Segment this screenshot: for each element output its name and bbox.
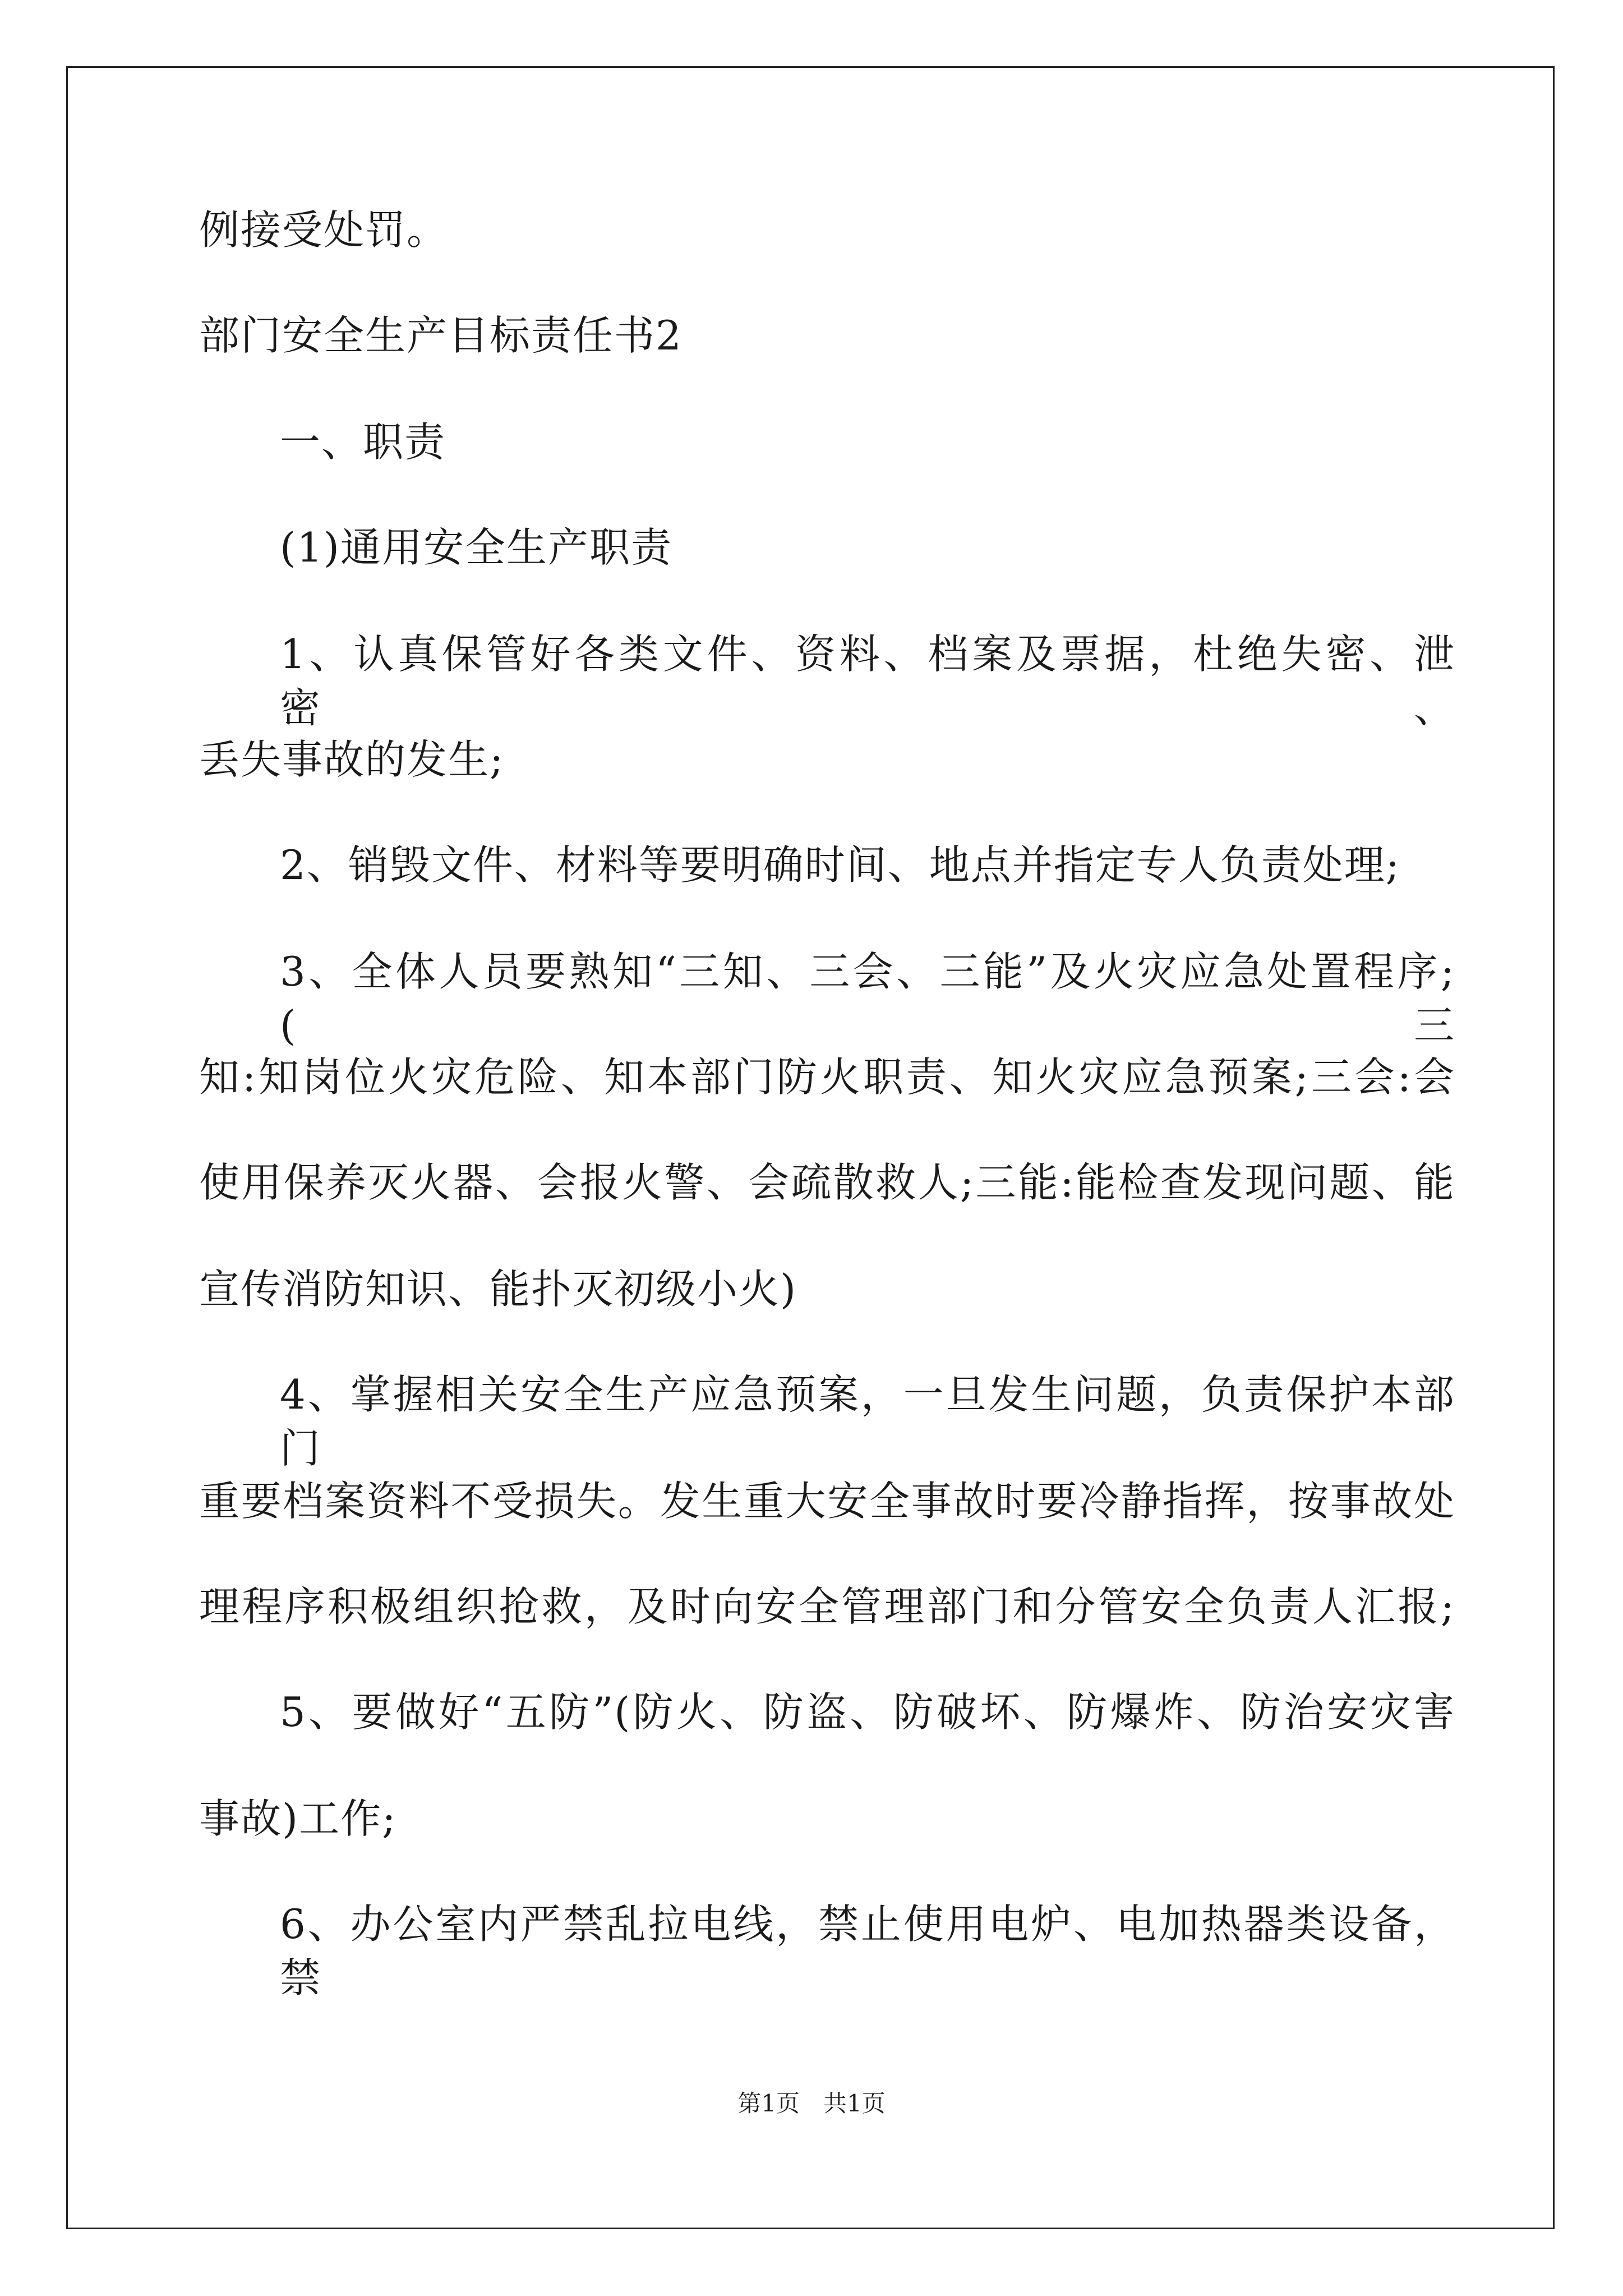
text-line: 知:知岗位火灾危险、知本部门防火职责、知火灾应急预案;三会:会 (199, 1053, 1455, 1101)
text-line: 4、掌握相关安全生产应急预案，一旦发生问题，负责保护本部门 (280, 1371, 1455, 1472)
text-line: 1、认真保管好各类文件、资料、档案及票据，杜绝失密、泄密、 (280, 631, 1455, 731)
text-line: 宣传消防知识、能扑灭初级小火) (199, 1266, 797, 1313)
text-line: 2、销毁文件、材料等要明确时间、地点并指定专人负责处理; (280, 841, 1401, 889)
text-line: 例接受处罚。 (199, 206, 449, 254)
text-line: 事故)工作; (199, 1795, 397, 1842)
text-line: 丢失事故的发生; (199, 736, 505, 783)
text-line: 3、全体人员要熟知“三知、三会、三能”及火灾应急处置程序;(三 (280, 948, 1455, 1049)
text-line: 使用保养灭火器、会报火警、会疏散救人;三能:能检查发现问题、能 (199, 1159, 1455, 1206)
text-line: 5、要做好“五防”(防火、防盗、防破坏、防爆炸、防治安灾害 (280, 1688, 1455, 1736)
text-line: 6、办公室内严禁乱拉电线，禁止使用电炉、电加热器类设备，禁 (280, 1901, 1455, 2001)
section-title: 部门安全生产目标责任书2 (199, 312, 683, 359)
text-line: 理程序积极组织抢救，及时向安全管理部门和分管安全负责人汇报; (199, 1583, 1455, 1630)
text-line: 重要档案资料不受损失。发生重大安全事故时要冷静指挥，按事故处 (199, 1478, 1455, 1525)
page-number-footer: 第1页 共1页 (737, 2090, 886, 2117)
subheading-general-duties: (1)通用安全生产职责 (280, 524, 672, 571)
heading-duties: 一、职责 (280, 418, 446, 466)
